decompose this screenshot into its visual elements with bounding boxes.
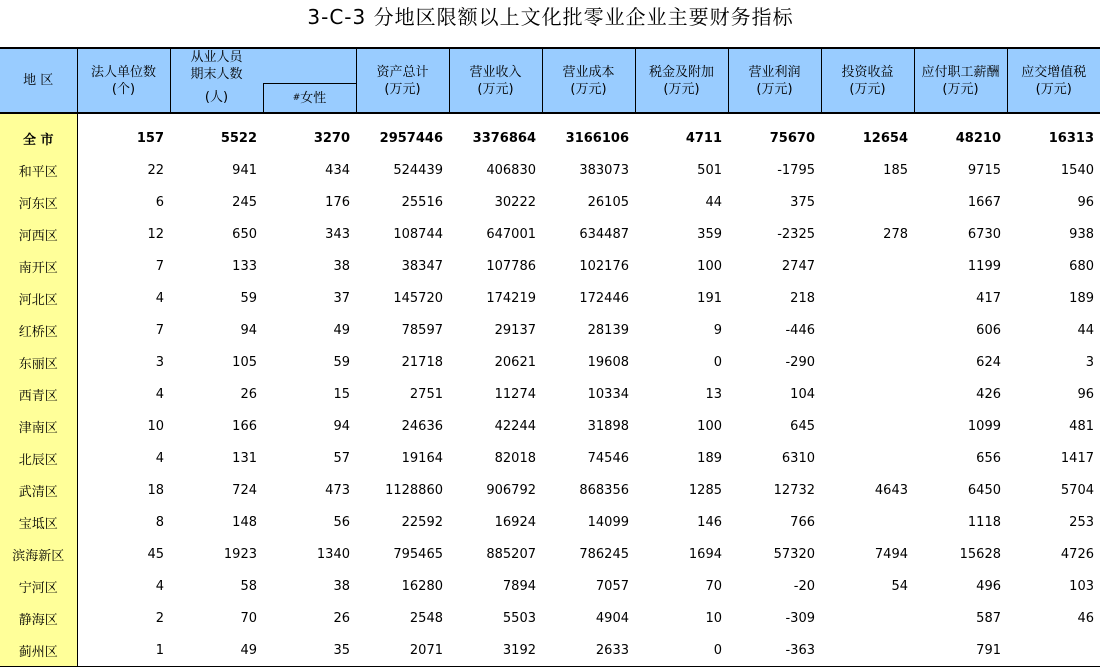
cell-assets: 24636 — [401, 418, 443, 434]
cell-employees: 5522 — [220, 130, 257, 146]
cell-revenue: 7894 — [502, 578, 536, 594]
table-row — [0, 218, 1100, 250]
cell-units: 157 — [136, 130, 164, 146]
cell-cost: 19608 — [587, 354, 629, 370]
cell-profit: 2747 — [781, 258, 815, 274]
cell-profit: 375 — [790, 194, 815, 210]
cell-assets: 78597 — [401, 322, 443, 338]
cell-profit: 104 — [790, 386, 815, 402]
cell-employees: 70 — [240, 610, 257, 626]
cell-cost: 31898 — [587, 418, 629, 434]
cell-employees: 166 — [232, 418, 257, 434]
cell-units: 7 — [155, 322, 164, 338]
cell-revenue: 174219 — [486, 290, 536, 306]
header-revenue: 营业收入 (万元) — [449, 48, 542, 113]
header-female: #女性 — [263, 84, 356, 114]
cell-employees: 245 — [232, 194, 257, 210]
cell-tax: 0 — [635, 634, 728, 667]
cell-female: 38 — [333, 578, 350, 594]
cell-assets: 795465 — [393, 546, 443, 562]
cell-profit: -1795 — [777, 162, 815, 178]
header-divider-row — [0, 113, 1100, 122]
cell-salary: 9715 — [967, 162, 1001, 178]
cell-units: 1 — [77, 634, 170, 667]
cell-employees: 650 — [232, 226, 257, 242]
cell-assets: 21718 — [401, 354, 443, 370]
cell-units: 2 — [155, 610, 164, 626]
cell-region: 蓟州区 — [0, 634, 77, 667]
cell-employees: 941 — [232, 162, 257, 178]
cell-female: 38 — [333, 258, 350, 274]
cell-invest: 12654 — [862, 130, 908, 146]
cell-profit: 12732 — [773, 482, 815, 498]
cell-salary: 1667 — [967, 194, 1001, 210]
cell-tax: 0 — [713, 354, 722, 370]
cell-female: 176 — [325, 194, 350, 210]
cell-assets: 2957446 — [379, 130, 443, 146]
cell-vat: 253 — [1069, 514, 1094, 530]
cell-units: 22 — [147, 162, 164, 178]
cell-vat: 46 — [1077, 610, 1094, 626]
cell-units: 4 — [155, 450, 164, 466]
table-row — [0, 506, 1100, 538]
cell-region: 北辰区 — [0, 442, 77, 474]
cell-region: 静海区 — [0, 602, 77, 634]
table-row — [0, 410, 1100, 442]
cell-assets: 1128860 — [385, 482, 443, 498]
cell-revenue: 20621 — [494, 354, 536, 370]
cell-profit: -290 — [785, 354, 815, 370]
cell-employees: 49 — [170, 634, 263, 667]
cell-invest: 54 — [891, 578, 908, 594]
cell-units: 4 — [155, 578, 164, 594]
cell-salary: 606 — [976, 322, 1001, 338]
cell-invest: 4643 — [874, 482, 908, 498]
cell-salary: 656 — [976, 450, 1001, 466]
cell-revenue: 647001 — [486, 226, 536, 242]
cell-salary: 624 — [976, 354, 1001, 370]
cell-region: 和平区 — [0, 154, 77, 186]
cell-cost: 14099 — [587, 514, 629, 530]
cell-invest: 278 — [883, 226, 908, 242]
cell-salary: 48210 — [955, 130, 1001, 146]
cell-invest — [821, 602, 914, 634]
cell-cost: 2633 — [542, 634, 635, 667]
cell-revenue: 5503 — [502, 610, 536, 626]
table-row — [0, 442, 1100, 474]
cell-employees: 59 — [240, 290, 257, 306]
cell-region: 河东区 — [0, 186, 77, 218]
cell-region: 河北区 — [0, 282, 77, 314]
cell-salary: 1099 — [967, 418, 1001, 434]
cell-units: 18 — [147, 482, 164, 498]
cell-vat: 189 — [1069, 290, 1094, 306]
cell-units: 7 — [155, 258, 164, 274]
cell-female: 343 — [325, 226, 350, 242]
cell-profit: -309 — [785, 610, 815, 626]
table-row-total — [0, 122, 1100, 154]
cell-vat: 3 — [1085, 354, 1094, 370]
cell-profit: -446 — [785, 322, 815, 338]
header-units: 法人单位数 (个) — [77, 48, 170, 113]
cell-vat: 1417 — [1060, 450, 1094, 466]
cell-tax: 4711 — [685, 130, 722, 146]
table-row — [0, 186, 1100, 218]
cell-profit: 218 — [790, 290, 815, 306]
cell-invest — [821, 314, 914, 346]
header-tax: 税金及附加 (万元) — [635, 48, 728, 113]
cell-revenue: 29137 — [494, 322, 536, 338]
cell-region: 西青区 — [0, 378, 77, 410]
cell-profit: 645 — [790, 418, 815, 434]
cell-cost: 4904 — [595, 610, 629, 626]
cell-revenue: 16924 — [494, 514, 536, 530]
cell-assets: 22592 — [401, 514, 443, 530]
cell-assets: 524439 — [393, 162, 443, 178]
cell-assets: 19164 — [401, 450, 443, 466]
cell-units: 4 — [155, 386, 164, 402]
header-profit: 营业利润 (万元) — [728, 48, 821, 113]
cell-vat: 96 — [1077, 386, 1094, 402]
header-cost: 营业成本 (万元) — [542, 48, 635, 113]
cell-tax: 9 — [713, 322, 722, 338]
header-assets: 资产总计 (万元) — [356, 48, 449, 113]
cell-invest — [821, 442, 914, 474]
cell-region: 宁河区 — [0, 570, 77, 602]
cell-employees: 131 — [232, 450, 257, 466]
cell-cost: 172446 — [579, 290, 629, 306]
cell-salary: 587 — [976, 610, 1001, 626]
cell-vat — [1007, 634, 1100, 667]
cell-cost: 7057 — [595, 578, 629, 594]
cell-tax: 13 — [705, 386, 722, 402]
cell-salary: 1118 — [967, 514, 1001, 530]
cell-vat: 16313 — [1048, 130, 1094, 146]
cell-salary: 15628 — [959, 546, 1001, 562]
cell-region: 津南区 — [0, 410, 77, 442]
cell-revenue: 885207 — [486, 546, 536, 562]
table-row — [0, 378, 1100, 410]
cell-female: 59 — [333, 354, 350, 370]
table-row — [0, 346, 1100, 378]
cell-salary: 496 — [976, 578, 1001, 594]
cell-revenue: 3376864 — [472, 130, 536, 146]
cell-salary: 1199 — [967, 258, 1001, 274]
cell-employees: 133 — [232, 258, 257, 274]
cell-tax: 501 — [697, 162, 722, 178]
cell-tax: 10 — [705, 610, 722, 626]
table-row — [0, 538, 1100, 570]
cell-revenue: 42244 — [494, 418, 536, 434]
cell-cost: 28139 — [587, 322, 629, 338]
cell-region: 滨海新区 — [0, 538, 77, 570]
header-invest: 投资收益 (万元) — [821, 48, 914, 113]
cell-employees: 105 — [232, 354, 257, 370]
cell-female: 35 — [263, 634, 356, 667]
cell-units: 6 — [155, 194, 164, 210]
cell-cost: 74546 — [587, 450, 629, 466]
cell-region: 河西区 — [0, 218, 77, 250]
cell-revenue: 30222 — [494, 194, 536, 210]
cell-vat: 44 — [1077, 322, 1094, 338]
cell-tax: 100 — [697, 418, 722, 434]
cell-assets: 2071 — [356, 634, 449, 667]
cell-profit: -2325 — [777, 226, 815, 242]
cell-salary: 6730 — [967, 226, 1001, 242]
header-vat: 应交增值税 (万元) — [1007, 48, 1100, 113]
cell-vat: 4726 — [1060, 546, 1094, 562]
cell-profit: -363 — [728, 634, 821, 667]
cell-salary: 791 — [914, 634, 1007, 667]
table-row — [0, 634, 1100, 667]
cell-assets: 2548 — [409, 610, 443, 626]
cell-vat: 103 — [1069, 578, 1094, 594]
table-row — [0, 602, 1100, 634]
cell-region: 武清区 — [0, 474, 77, 506]
cell-female: 473 — [325, 482, 350, 498]
header-salary: 应付职工薪酬 (万元) — [914, 48, 1007, 113]
cell-female: 56 — [333, 514, 350, 530]
cell-female: 37 — [333, 290, 350, 306]
cell-vat: 96 — [1077, 194, 1094, 210]
cell-tax: 146 — [697, 514, 722, 530]
cell-cost: 786245 — [579, 546, 629, 562]
cell-female: 49 — [333, 322, 350, 338]
cell-female: 1340 — [316, 546, 350, 562]
table-row — [0, 250, 1100, 282]
cell-invest — [821, 410, 914, 442]
cell-cost: 3166106 — [565, 130, 629, 146]
cell-vat: 1540 — [1060, 162, 1094, 178]
header-employees-unit: (人) — [170, 84, 263, 114]
cell-invest — [821, 186, 914, 218]
cell-assets: 108744 — [393, 226, 443, 242]
cell-profit: 6310 — [781, 450, 815, 466]
table-body — [0, 113, 1100, 667]
cell-revenue: 107786 — [486, 258, 536, 274]
cell-employees: 724 — [232, 482, 257, 498]
cell-region: 东丽区 — [0, 346, 77, 378]
cell-vat: 680 — [1069, 258, 1094, 274]
cell-female: 434 — [325, 162, 350, 178]
cell-cost: 383073 — [579, 162, 629, 178]
financial-table — [0, 47, 1100, 667]
cell-employees: 26 — [240, 386, 257, 402]
cell-units: 10 — [147, 418, 164, 434]
cell-invest — [821, 346, 914, 378]
cell-employees: 148 — [232, 514, 257, 530]
cell-assets: 145720 — [393, 290, 443, 306]
cell-revenue: 906792 — [486, 482, 536, 498]
cell-vat: 5704 — [1060, 482, 1094, 498]
cell-female: 15 — [333, 386, 350, 402]
cell-employees: 94 — [240, 322, 257, 338]
cell-cost: 634487 — [579, 226, 629, 242]
cell-tax: 100 — [697, 258, 722, 274]
cell-cost: 10334 — [587, 386, 629, 402]
cell-tax: 70 — [705, 578, 722, 594]
cell-region: 全 市 — [0, 122, 77, 154]
cell-units: 12 — [147, 226, 164, 242]
cell-revenue: 406830 — [486, 162, 536, 178]
cell-invest — [821, 282, 914, 314]
cell-female: 57 — [333, 450, 350, 466]
cell-tax: 44 — [705, 194, 722, 210]
cell-invest — [821, 378, 914, 410]
page-title: 3-C-3 分地区限额以上文化批零业企业主要财务指标 — [307, 5, 794, 29]
cell-revenue: 11274 — [494, 386, 536, 402]
cell-female: 3270 — [313, 130, 350, 146]
cell-female: 26 — [333, 610, 350, 626]
cell-assets: 25516 — [401, 194, 443, 210]
cell-tax: 1285 — [688, 482, 722, 498]
cell-cost: 102176 — [579, 258, 629, 274]
table-row — [0, 314, 1100, 346]
cell-salary: 426 — [976, 386, 1001, 402]
cell-region: 宝坻区 — [0, 506, 77, 538]
cell-salary: 6450 — [967, 482, 1001, 498]
cell-invest — [821, 506, 914, 538]
cell-cost: 868356 — [579, 482, 629, 498]
cell-cost: 26105 — [587, 194, 629, 210]
cell-tax: 191 — [697, 290, 722, 306]
table-row — [0, 154, 1100, 186]
cell-profit: 75670 — [769, 130, 815, 146]
cell-units: 45 — [147, 546, 164, 562]
cell-profit: 766 — [790, 514, 815, 530]
cell-profit: 57320 — [773, 546, 815, 562]
cell-assets: 38347 — [401, 258, 443, 274]
table-header — [0, 48, 1100, 113]
cell-tax: 1694 — [688, 546, 722, 562]
header-employees: 从业人员 期末人数 — [170, 48, 356, 84]
cell-vat: 938 — [1069, 226, 1094, 242]
cell-employees: 1923 — [223, 546, 257, 562]
cell-tax: 359 — [697, 226, 722, 242]
cell-salary: 417 — [976, 290, 1001, 306]
table-row — [0, 570, 1100, 602]
cell-units: 3 — [155, 354, 164, 370]
cell-invest — [821, 250, 914, 282]
cell-invest: 185 — [883, 162, 908, 178]
cell-revenue: 3192 — [449, 634, 542, 667]
cell-region: 红桥区 — [0, 314, 77, 346]
cell-invest — [821, 634, 914, 667]
cell-tax: 189 — [697, 450, 722, 466]
cell-invest: 7494 — [874, 546, 908, 562]
cell-region: 南开区 — [0, 250, 77, 282]
cell-employees: 58 — [240, 578, 257, 594]
cell-revenue: 82018 — [494, 450, 536, 466]
cell-assets: 2751 — [409, 386, 443, 402]
header-region: 地 区 — [0, 48, 77, 113]
cell-female: 94 — [333, 418, 350, 434]
cell-assets: 16280 — [401, 578, 443, 594]
cell-profit: -20 — [793, 578, 815, 594]
table-row — [0, 282, 1100, 314]
table-row — [0, 474, 1100, 506]
cell-units: 4 — [155, 290, 164, 306]
cell-units: 8 — [155, 514, 164, 530]
cell-vat: 481 — [1069, 418, 1094, 434]
